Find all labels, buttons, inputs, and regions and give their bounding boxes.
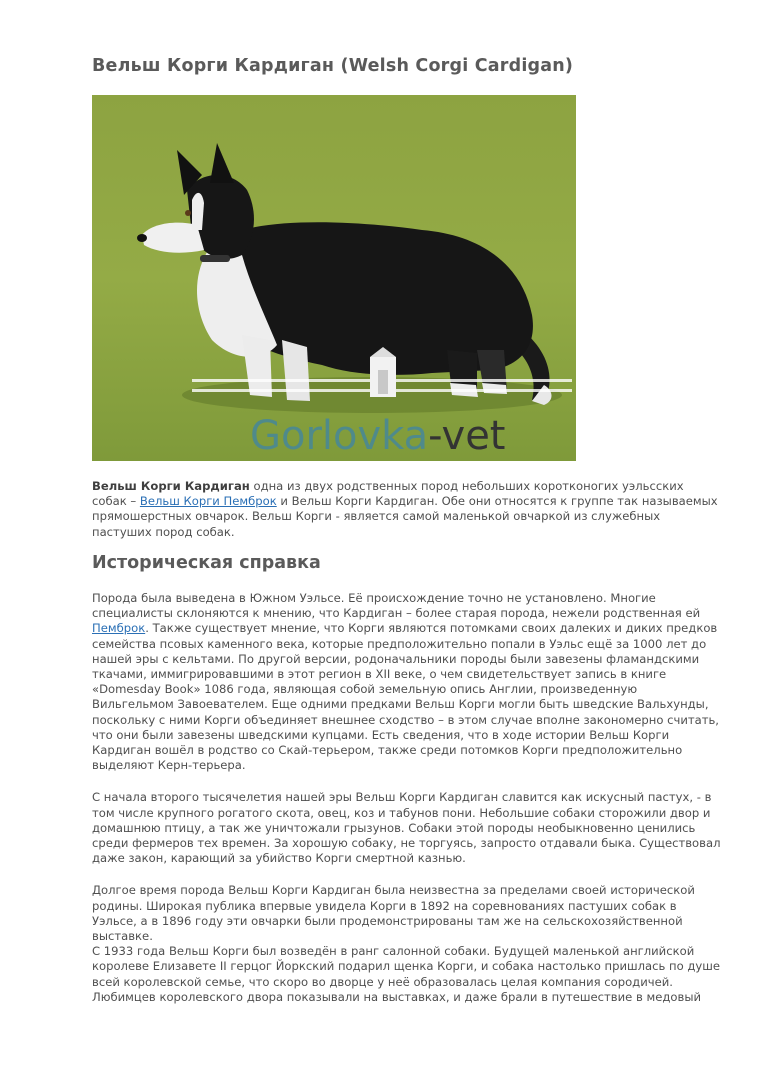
link-pembroke-2[interactable]: Пемброк [92, 621, 146, 636]
watermark-part1: Gorlovka [250, 413, 429, 459]
link-pembroke[interactable]: Вельш Корги Пемброк [139, 494, 277, 509]
page-title: Вельш Корги Кардиган (Welsh Corgi Cardigan) [92, 56, 574, 76]
paragraph-herding: С начала второго тысячелетия нашей эры Вельш Корги Кардиган славится как искусный пастух, - в том числе крупного рогатого скота, овец, коз и табунов пони. Небольшие собаки сторожили двор и домашнюю птицу, а так же уничтожали грызунов. Собаки этой породы необыкновенно ценились среди фермеров тех времен. За хорошую собаку, не торгуясь, запросто отдавали быка. Существовал даже закон, карающий за убийство Корги смертной казнью. [92, 790, 721, 866]
section-heading: Историческая справка [92, 553, 321, 573]
intro-bold: Вельш Корги Кардиган [92, 479, 250, 493]
intro-paragraph [92, 479, 722, 540]
p1-text-2: . Также существует мнение, что Корги являются потомками своих далеких и диких предков семейства псовых каменного века, которые предположительно попали в Уэльс ещё за 1000 лет до нашей эры с кельтами. По другой версии, родоначальники породы были завезены фламандскими ткачами, иммигрировавшими в этот регион в XII веке, о чем свидетельствует запись в книге «Domesday Book» 1086 года, являющая собой земельную опись Англии, произведенную Вильгельмом Завоевателем. Еще одними предками Вельш Корги могли быть шведские Вальхунды, поскольку с ними Корги объединяет внешнее сходство – в этом случае вполне закономерно считать, что они были завезены шведскими купцами. Есть сведения, что в ходе истории Вельш Корги Кардиган вошёл в родство со Скай-терьером, также среди потомков Корги предположительно выделяют Керн-терьера. [92, 621, 719, 773]
corgi-photo [92, 95, 576, 461]
paragraph-recognition: Долгое время порода Вельш Корги Кардиган была неизвестна за пределами своей исторической родины. Широкая публика впервые увидела Корги в 1892 на соревнованиях пастуших собак в Уэльсе, а в 1896 году эти овчарки были продемонстрированы там же на сельскохозяйственной выставке. [92, 883, 695, 944]
watermark-part2: -vet [428, 413, 506, 459]
corgi-photo-drawing [92, 95, 576, 461]
intro-text-2: и Вельш Корги Кардиган. Обе они относятся к группе так называемых прямошерстных овчарок. Вельш Корги - является самой маленькой овчаркой из служебных пастуших пород собак. [92, 494, 718, 539]
paragraph-royal: С 1933 года Вельш Корги был возведён в ранг салонной собаки. Будущей маленькой английской королеве Елизавете II герцог Йоркский подарил щенка Корги, и собака настолько пришлась по душе всей королевской семье, что скоро во дворце у неё образовалась целая компания сородичей. Любимцев королевского двора показывали на выставках, и даже брали в путешествие в медовый [92, 944, 720, 1004]
history-section [92, 591, 722, 1005]
intro-text-1: одна из двух родственных пород небольших коротконогих уэльсских собак – [92, 479, 684, 509]
watermark-text [250, 413, 505, 459]
p1-text-1: Порода была выведена в Южном Уэльсе. Её происхождение точно не установлено. Многие специалисты склоняются к мнению, что Кардиган – более старая порода, нежели родственная ей [92, 591, 701, 621]
paragraph-origin [92, 591, 722, 773]
